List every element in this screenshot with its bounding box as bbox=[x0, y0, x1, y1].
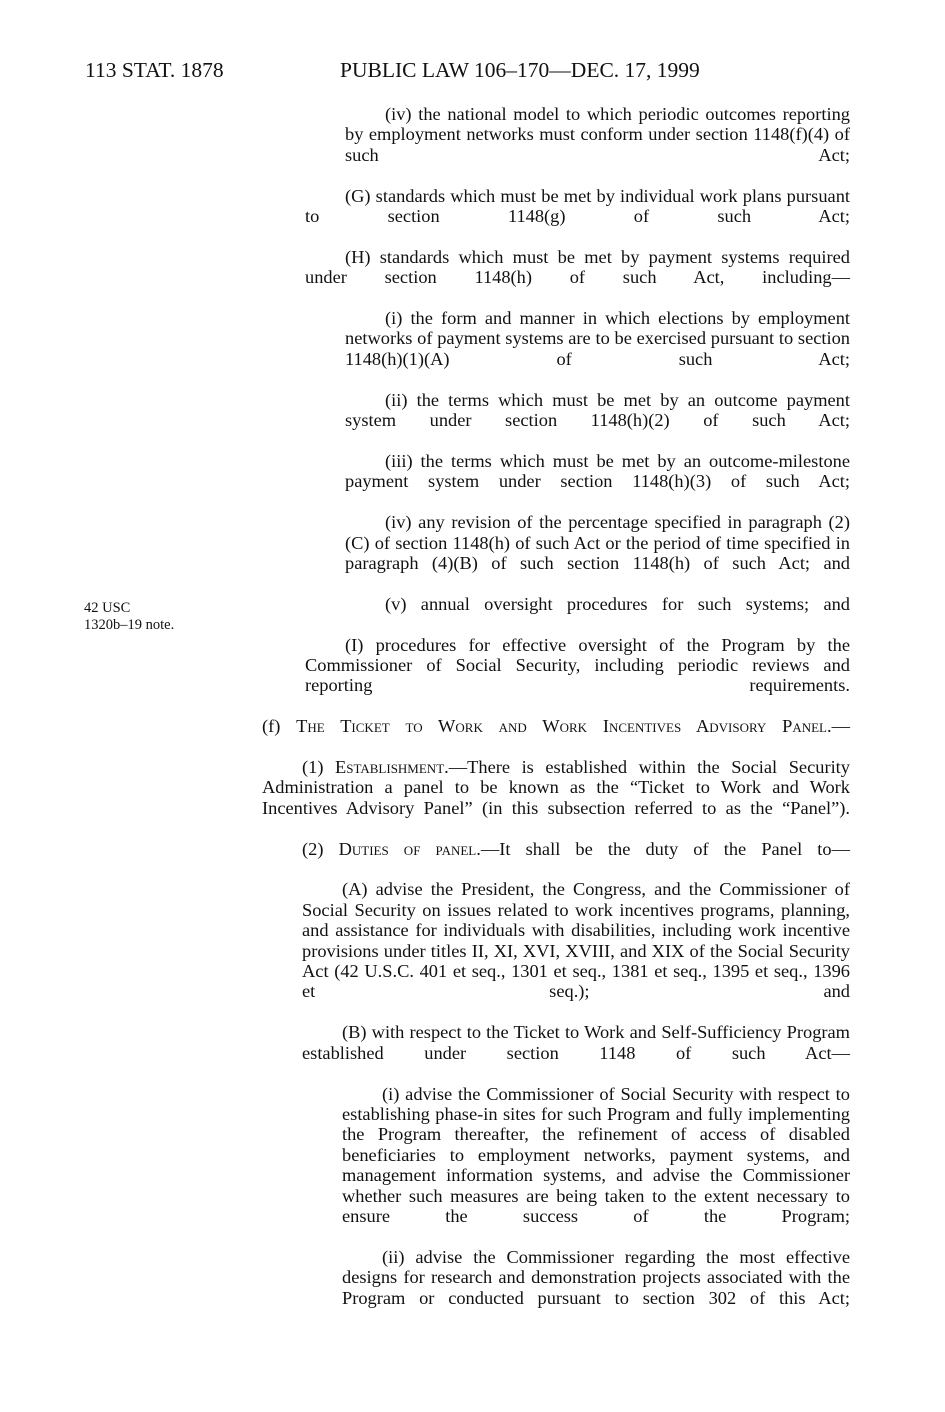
clause-H-iii: (iii) the terms which must be met by an outcome-milestone payment system under section 1148(h)(3) of such Act; bbox=[345, 450, 850, 492]
subparagraph-G: (G) standards which must be met by individual work plans pursuant to section 1148(g) of such Act; bbox=[305, 185, 850, 227]
clause-H-i: (i) the form and manner in which elections by employment networks of payment systems are to be exercised pursuant to section 1148(h)(1)(A) of such Act; bbox=[345, 308, 850, 369]
subsection-f-title: The Ticket to Work and Work Incentives Advisory Panel.— bbox=[296, 716, 850, 737]
margin-note-line-1: 42 USC bbox=[84, 600, 131, 616]
subparagraph-f2A: (A) advise the President, the Congress, and the Commissioner of Social Security on issues related to work incentives programs, planning, and assistance for individuals with disabilities, including work incentive provisions under titles II, XI, XVI, XVIII, and XIX of the Social Security Act (42 U.S.C. 401 et seq., 1301 et seq., 1381 et seq., 1395 et seq., 1396 et seq.); and bbox=[302, 879, 850, 1002]
subsection-f-label: (f) bbox=[262, 716, 281, 737]
subparagraph-f2B: (B) with respect to the Ticket to Work and Self-Sufficiency Program established under section 1148 of such Act— bbox=[302, 1022, 850, 1063]
document-body bbox=[0, 104, 945, 1328]
clause-iv-national-model: (iv) the national model to which periodic outcomes reporting by employment networks must conform under section 1148(f)(4) of such Act; bbox=[345, 104, 850, 165]
stat-page-number: 113 STAT. 1878 bbox=[85, 58, 224, 82]
paragraph-f1 bbox=[262, 757, 850, 839]
law-title: PUBLIC LAW 106–170—DEC. 17, 1999 bbox=[340, 58, 700, 82]
subparagraph-I: (I) procedures for effective oversight of the Program by the Commissioner of Social Security, including periodic reviews and reporting requirements. bbox=[305, 634, 850, 696]
paragraph-f2-text: It shall be the duty of the Panel to— bbox=[499, 838, 850, 859]
paragraph-f1-heading: Establishment.— bbox=[335, 757, 468, 777]
clause-H-ii: (ii) the terms which must be met by an outcome payment system under section 1148(h)(2) of such Act; bbox=[345, 389, 850, 431]
clause-f2B-i: (i) advise the Commissioner of Social Security with respect to establishing phase-in sites for such Program and fully implementing the Program thereafter, the refinement of access of disabled beneficiaries to employment networks, payment systems, and management information systems, and advise the Commissioner whether such measures are being taken to the extent necessary to ensure the success of the Program; bbox=[342, 1083, 850, 1226]
margin-note-line-2: 1320b–19 note. bbox=[84, 617, 175, 633]
subsection-f-heading bbox=[227, 716, 850, 757]
paragraph-f1-text: There is established within the Social Security Administration a panel to be known as the “Ticket to Work and Work Incentives Advisory Panel” (in this subsection referred to as the “Panel”). bbox=[262, 757, 850, 818]
paragraph-f2 bbox=[262, 839, 850, 880]
page-header bbox=[85, 58, 865, 88]
subparagraph-H: (H) standards which must be met by payment systems required under section 1148(h) of such Act, including— bbox=[305, 246, 850, 288]
clause-H-v: (v) annual oversight procedures for such systems; and bbox=[385, 593, 850, 614]
clause-f2B-ii: (ii) advise the Commissioner regarding the most effective designs for research and demonstration projects associated with the Program or conducted pursuant to section 302 of this Act; bbox=[342, 1246, 850, 1308]
paragraph-f1-label: (1) bbox=[302, 757, 324, 777]
paragraph-f2-heading: Duties of panel.— bbox=[338, 838, 500, 859]
paragraph-f2-label: (2) bbox=[302, 838, 324, 859]
clause-H-iv: (iv) any revision of the percentage specified in paragraph (2)(C) of section 1148(h) of such Act or the period of time specified in paragraph (4)(B) of such section 1148(h) of such Act; and bbox=[345, 512, 850, 573]
